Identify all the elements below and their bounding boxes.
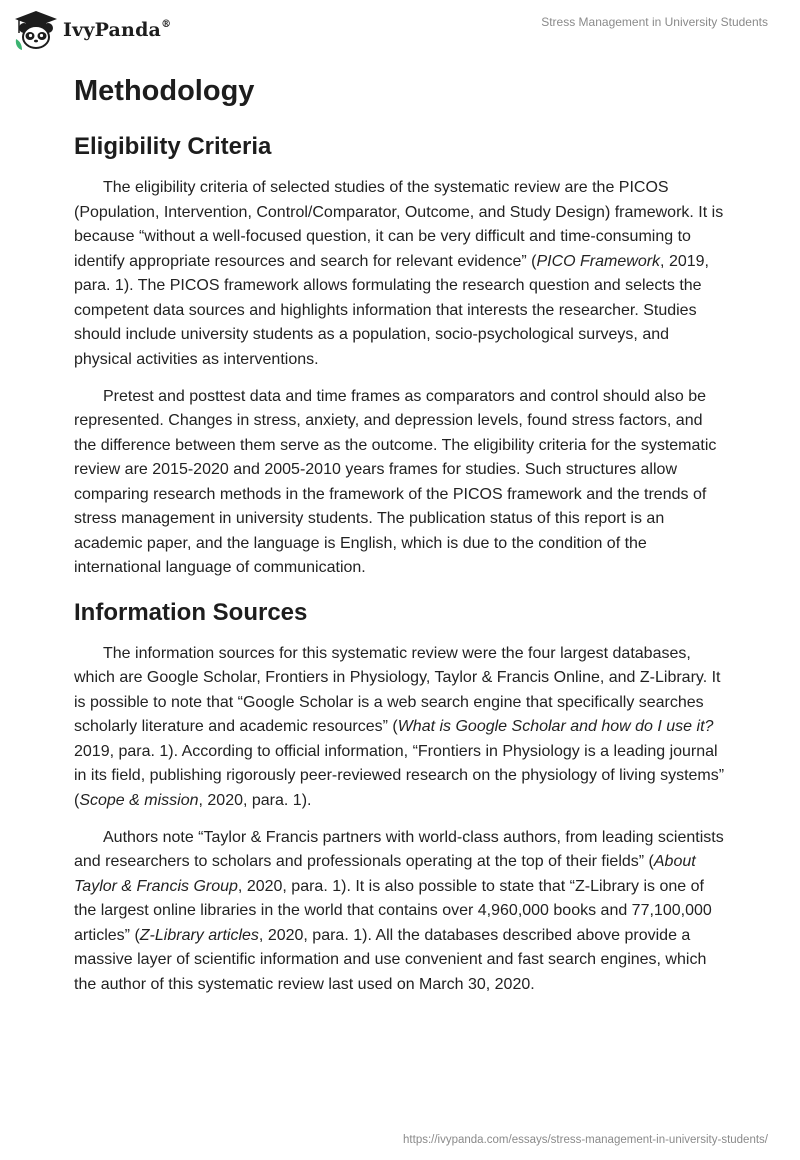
text-run: , 2020, para. 1). It is also possible to state that “Z-Library is one of the largest online libraries in the world that contains over 4,960,000 books and 77,100,000 articles” ( <box>74 877 712 944</box>
text-run: , 2019, para. 1). The PICOS framework allows formulating the research question and selects the competent data sources and highlights information that interests the researcher. Studies should include university students as a population, socio-psychological surveys, and physical activities as interventions. <box>74 252 709 368</box>
article-body <box>74 68 726 997</box>
text-run: 2019, para. 1). According to official information, “Frontiers in Physiology is a leading journal in its field, publishing rigorously peer-reviewed research on the physiology of living systems” ( <box>74 742 725 809</box>
section-heading-eligibility: Eligibility Criteria <box>74 133 272 160</box>
citation-title: PICO Framework <box>536 252 661 270</box>
running-title: Stress Management in University Students <box>541 15 768 29</box>
text-run: The information sources for this systematic review were the four largest databases, which are Google Scholar, Frontiers in Physiology, Taylor & Francis Online, and Z-Library. It is possible to note that “Google Scholar is a web search engine that specifically searches scholarly literature and academic resources” ( <box>74 644 721 735</box>
paragraph <box>74 642 726 814</box>
text-run: , 2020, para. 1). All the databases described above provide a massive layer of scientific information and use convenient and fast search engines, which the author of this systematic review last used on March 30, 2020. <box>74 926 707 993</box>
page-header <box>0 0 800 60</box>
panda-graduate-icon <box>14 9 58 51</box>
paragraph <box>74 176 726 372</box>
page-title: Methodology <box>74 75 255 107</box>
citation-title: Scope & mission <box>79 791 199 809</box>
text-run: Authors note “Taylor & Francis partners with world-class authors, from leading scientists and researchers to scholars and professionals operating at the top of their fields” ( <box>74 828 724 870</box>
brand-name: IvyPanda® <box>63 18 172 41</box>
section-heading-information-sources: Information Sources <box>74 598 308 626</box>
text-run: , 2020, para. 1). <box>198 791 312 809</box>
paragraph <box>74 385 726 581</box>
citation-title: Z-Library articles <box>139 926 259 944</box>
text-run: The eligibility criteria of selected studies of the systematic review are the PICOS (Population, Intervention, Control/Comparator, Outcome, and Study Design) framework. It is because “without a well-focused question, it can be very difficult and time-consuming to identify appropriate resources and search for relevant evidence” ( <box>74 179 724 270</box>
text-run: Pretest and posttest data and time frames as comparators and control should also be represented. Changes in stress, anxiety, and depression levels, found stress factors, and the difference between them serve as the outcome. The eligibility criteria for the systematic review are 2015-2020 and 2005-2010 years frames for studies. Such structures allow comparing research methods in the framework of the PICOS framework and the trends of stress management in university students. The publication status of this report is an academic paper, and the language is English, which is due to the condition of the international language of communication. <box>74 387 717 576</box>
citation-title: What is Google Scholar and how do I use it? <box>397 718 714 735</box>
citation-title: About Taylor & Francis Group <box>74 853 696 895</box>
ivypanda-logo[interactable] <box>14 9 171 51</box>
source-url[interactable]: https://ivypanda.com/essays/stress-management-in-university-students/ <box>403 1134 768 1146</box>
paragraph <box>74 826 726 998</box>
